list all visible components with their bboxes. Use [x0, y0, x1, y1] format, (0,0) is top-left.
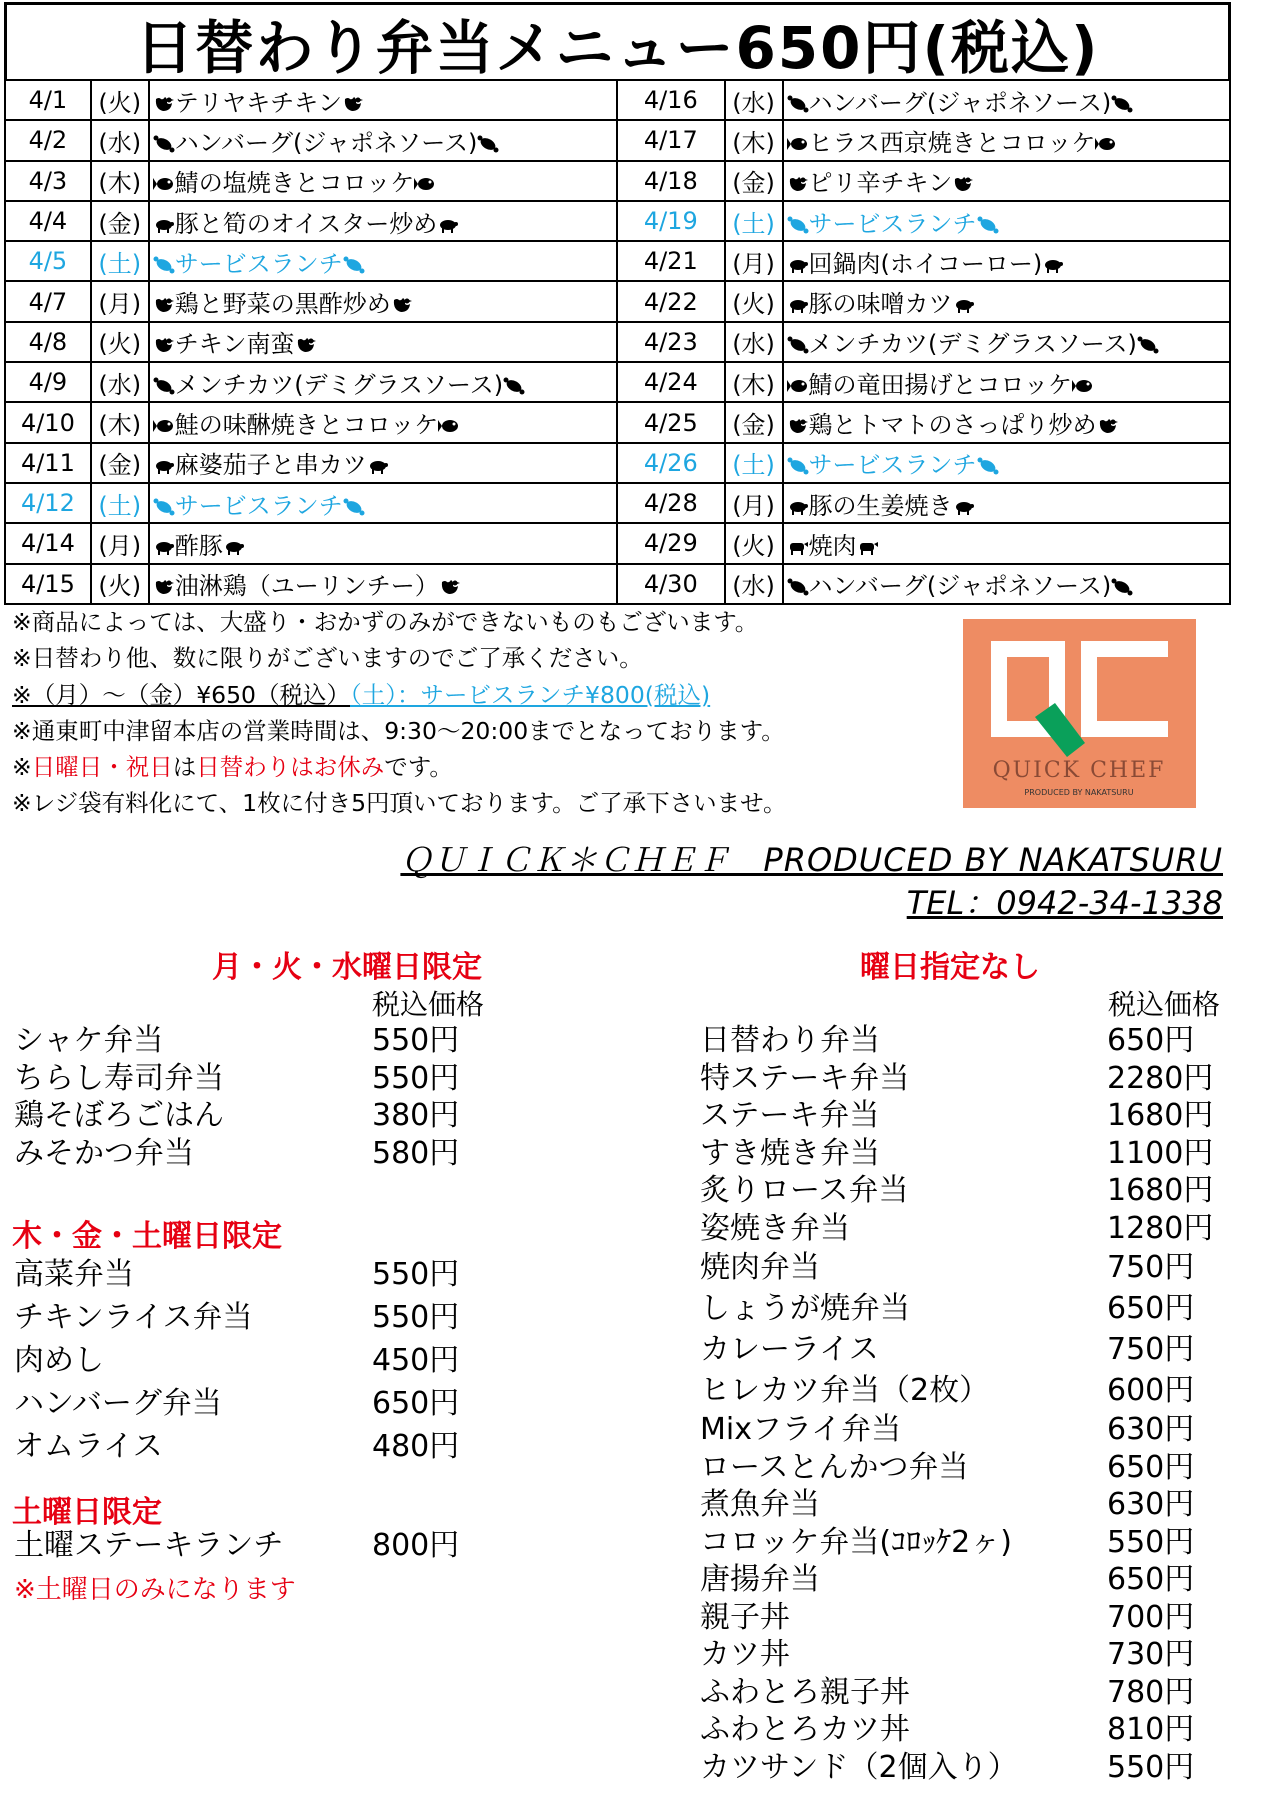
schedule-menu-text: 鯖の竜田揚げとコロッケ — [808, 370, 1073, 399]
menu-item-price: 750円 — [1107, 1250, 1195, 1285]
schedule-row — [5, 161, 1230, 201]
pig-icon — [787, 296, 809, 314]
schedule-day: (土) — [725, 201, 783, 241]
menu-item — [14, 1022, 459, 1060]
schedule-day: (土) — [725, 443, 783, 483]
schedule-menu-text: ハンバーグ(ジャポネソース) — [174, 128, 478, 157]
schedule-date: 4/28 — [617, 483, 725, 523]
note-3 — [12, 677, 972, 713]
meat-icon — [787, 216, 809, 234]
schedule-menu-text: テリヤキチキン — [174, 88, 343, 117]
sat-list — [14, 1527, 459, 1565]
fish-icon — [1072, 377, 1094, 395]
schedule-date: 4/16 — [617, 80, 725, 120]
qc-logo-icon — [963, 619, 1196, 808]
schedule-day: (木) — [91, 402, 149, 442]
schedule-menu — [149, 483, 617, 523]
menu-item-name: コロッケ弁当(ｺﾛｯｹ2ヶ) — [700, 1524, 1012, 1560]
menu-item-name: オムライス — [14, 1429, 163, 1464]
sat-note: ※土曜日のみになります — [14, 1575, 296, 1605]
menu-item-price: 650円 — [1107, 1449, 1195, 1485]
menu-item-price: 730円 — [1107, 1637, 1195, 1672]
schedule-date: 4/10 — [5, 402, 91, 442]
schedule-day: (金) — [725, 402, 783, 442]
pig-icon — [223, 538, 245, 556]
schedule-day: (水) — [725, 80, 783, 120]
menu-item-name: ヒレカツ弁当（2枚） — [700, 1373, 990, 1408]
chicken-icon — [952, 175, 974, 193]
menu-item-name: ちらし寿司弁当 — [14, 1060, 224, 1096]
schedule-menu — [149, 120, 617, 160]
schedule-menu-text: ハンバーグ(ジャポネソース) — [808, 572, 1112, 601]
pig-icon — [153, 216, 175, 234]
menu-item — [700, 1370, 1213, 1411]
page-title: 日替わり弁当メニュー650円(税込) — [135, 13, 1100, 82]
fish-icon — [1095, 135, 1117, 153]
schedule-date: 4/1 — [5, 80, 91, 120]
schedule-row — [5, 201, 1230, 241]
menu-item-name: 鶏そぼろごはん — [14, 1098, 224, 1133]
meat-icon — [503, 377, 525, 395]
thu-sat-list — [14, 1253, 459, 1468]
chicken-icon — [787, 175, 809, 193]
menu-item — [700, 1411, 1213, 1449]
menu-item — [700, 1247, 1213, 1288]
schedule-date: 4/25 — [617, 402, 725, 442]
schedule-day: (水) — [91, 120, 149, 160]
schedule-menu — [783, 241, 1230, 281]
fish-icon — [438, 417, 460, 435]
schedule-date: 4/12 — [5, 483, 91, 523]
schedule-day: (土) — [91, 483, 149, 523]
chicken-icon — [153, 578, 175, 596]
schedule-menu — [783, 362, 1230, 402]
menu-item — [700, 1449, 1213, 1487]
schedule-menu — [149, 443, 617, 483]
schedule-date: 4/11 — [5, 443, 91, 483]
schedule-menu — [149, 241, 617, 281]
menu-item — [14, 1253, 459, 1296]
menu-item — [14, 1382, 459, 1425]
title-box — [4, 2, 1231, 80]
schedule-row — [5, 281, 1230, 321]
schedule-menu — [149, 402, 617, 442]
mon-wed-title: 月・火・水曜日限定 — [212, 950, 482, 985]
menu-item-price: 550円 — [372, 1023, 460, 1058]
menu-item — [14, 1060, 459, 1098]
menu-item-price: 450円 — [372, 1343, 460, 1378]
schedule-day: (火) — [91, 80, 149, 120]
cow-icon — [787, 538, 809, 556]
menu-item-name: カツサンド（2個入り） — [700, 1749, 1018, 1785]
menu-item-price: 550円 — [1107, 1524, 1195, 1560]
meat-icon — [153, 256, 175, 274]
schedule-menu — [783, 402, 1230, 442]
menu-item-price: 650円 — [1107, 1023, 1195, 1058]
any-day-price-header: 税込価格 — [1108, 988, 1221, 1021]
schedule-menu-text: 鶏と野菜の黒酢炒め — [174, 290, 391, 319]
brand-line: ＱＵＩＣＫ＊ＣＨＥＦ PRODUCED BY NAKATSURU — [400, 841, 1223, 879]
schedule-date: 4/14 — [5, 523, 91, 563]
schedule-menu — [783, 120, 1230, 160]
note-6: ※レジ袋有料化にて、1枚に付き5円頂いております。ご了承下さいませ。 — [12, 789, 787, 818]
schedule-menu-text: サービスランチ — [808, 209, 977, 238]
schedule-day: (月) — [725, 241, 783, 281]
menu-item — [700, 1486, 1213, 1524]
fish-icon — [153, 417, 175, 435]
pig-icon — [437, 216, 459, 234]
menu-item-name: Mixフライ弁当 — [700, 1412, 902, 1447]
notes — [12, 604, 972, 822]
schedule-day: (木) — [91, 161, 149, 201]
menu-item-price: 630円 — [1107, 1487, 1195, 1522]
menu-item — [700, 1674, 1213, 1712]
fish-icon — [414, 175, 436, 193]
menu-item — [700, 1135, 1213, 1173]
tel-line: TEL：0942-34-1338 — [906, 884, 1223, 922]
menu-item-name: 炙りロース弁当 — [700, 1173, 909, 1208]
menu-item-price: 1280円 — [1107, 1210, 1214, 1246]
logo-name: QUICK CHEF — [992, 758, 1166, 783]
schedule-menu — [149, 564, 617, 604]
menu-item-price: 650円 — [372, 1386, 460, 1421]
fish-icon — [787, 135, 809, 153]
chicken-icon — [295, 336, 317, 354]
meat-icon — [977, 216, 999, 234]
meat-icon — [153, 135, 175, 153]
schedule-row — [5, 362, 1230, 402]
fish-icon — [153, 175, 175, 193]
menu-item-name: 姿焼き弁当 — [700, 1210, 850, 1246]
pig-icon — [153, 538, 175, 556]
meat-icon — [153, 498, 175, 516]
menu-item-name: 日替わり弁当 — [700, 1023, 880, 1058]
menu-item — [700, 1022, 1213, 1060]
menu-item — [700, 1060, 1213, 1098]
schedule-menu — [783, 523, 1230, 563]
schedule-menu-text: 鶏とトマトのさっぱり炒め — [808, 411, 1097, 440]
schedule-menu-text: ハンバーグ(ジャポネソース) — [808, 88, 1112, 117]
meat-icon — [153, 377, 175, 395]
schedule-menu-text: 鯖の塩焼きとコロッケ — [174, 169, 415, 198]
menu-item — [14, 1296, 459, 1339]
sat-title: 土曜日限定 — [12, 1495, 162, 1530]
schedule-menu — [783, 161, 1230, 201]
meat-icon — [1137, 336, 1159, 354]
schedule-menu — [783, 322, 1230, 362]
schedule-menu-text: メンチカツ(デミグラスソース) — [174, 370, 504, 399]
chicken-icon — [1097, 417, 1119, 435]
schedule-row — [5, 241, 1230, 281]
note-3-weekday: ※（月）～（金）¥650（税込） — [12, 680, 350, 709]
note-5-holiday: 日曜日・祝日 — [31, 753, 173, 782]
schedule-menu-text: サービスランチ — [808, 451, 977, 480]
chicken-icon — [391, 296, 413, 314]
pig-icon — [367, 457, 389, 475]
schedule-day: (木) — [725, 362, 783, 402]
thu-sat-title: 木・金・土曜日限定 — [12, 1219, 282, 1254]
schedule-day: (水) — [91, 362, 149, 402]
schedule-row — [5, 80, 1230, 120]
schedule-menu — [783, 483, 1230, 523]
any-day-list — [700, 1022, 1213, 1786]
menu-item-price: 750円 — [1107, 1332, 1195, 1367]
menu-item-name: シャケ弁当 — [14, 1023, 164, 1058]
menu-item-price: 480円 — [372, 1429, 460, 1464]
menu-item-price: 2280円 — [1107, 1060, 1214, 1096]
meat-icon — [1111, 578, 1133, 596]
schedule-menu-text: 鮭の味醂焼きとコロッケ — [174, 411, 439, 440]
menu-item-name: 焼肉弁当 — [700, 1250, 820, 1285]
schedule-date: 4/29 — [617, 523, 725, 563]
chicken-icon — [153, 336, 175, 354]
schedule-date: 4/9 — [5, 362, 91, 402]
menu-item — [700, 1749, 1213, 1787]
menu-item-name: みそかつ弁当 — [14, 1135, 194, 1171]
schedule-date: 4/23 — [617, 322, 725, 362]
menu-item-name: ロースとんかつ弁当 — [700, 1449, 969, 1485]
menu-item — [700, 1636, 1213, 1674]
schedule-menu-text: ヒラス西京焼きとコロッケ — [808, 128, 1096, 157]
note-5: ※日曜日・祝日は日替わりはお休みです。 — [12, 753, 453, 782]
menu-item — [14, 1425, 459, 1468]
schedule-date: 4/5 — [5, 241, 91, 281]
menu-item-name: 土曜ステーキランチ — [14, 1528, 284, 1563]
menu-item-price: 600円 — [1107, 1373, 1195, 1408]
schedule-menu — [149, 80, 617, 120]
menu-item — [700, 1288, 1213, 1329]
menu-item-price: 1680円 — [1107, 1098, 1214, 1133]
menu-item-name: ステーキ弁当 — [700, 1098, 880, 1133]
meat-icon — [787, 457, 809, 475]
pig-icon — [787, 498, 809, 516]
schedule-menu — [149, 322, 617, 362]
menu-item-price: 550円 — [1107, 1749, 1195, 1785]
note-4: ※通東町中津留本店の営業時間は、9:30～20:00までとなっております。 — [12, 716, 785, 745]
schedule-menu-text: サービスランチ — [174, 491, 343, 520]
schedule-date: 4/22 — [617, 281, 725, 321]
menu-item-name: 肉めし — [14, 1343, 104, 1378]
schedule-date: 4/30 — [617, 564, 725, 604]
note-2: ※日替わり他、数に限りがございますのでご了承ください。 — [12, 644, 643, 673]
menu-item — [700, 1599, 1213, 1637]
pig-icon — [1042, 256, 1064, 274]
schedule-menu-text: 豚と筍のオイスター炒め — [174, 209, 438, 238]
schedule-menu — [783, 564, 1230, 604]
schedule-date: 4/24 — [617, 362, 725, 402]
schedule-menu — [149, 161, 617, 201]
menu-item-name: カレーライス — [700, 1332, 879, 1367]
chicken-icon — [439, 578, 461, 596]
menu-item-name: 唐揚弁当 — [700, 1562, 820, 1597]
schedule-menu-text: ピリ辛チキン — [808, 169, 953, 198]
menu-item-name: チキンライス弁当 — [14, 1300, 253, 1335]
schedule-menu — [783, 80, 1230, 120]
schedule-menu — [149, 201, 617, 241]
schedule-date: 4/8 — [5, 322, 91, 362]
schedule-menu-text: 酢豚 — [174, 531, 223, 560]
schedule-day: (金) — [91, 443, 149, 483]
schedule-date: 4/2 — [5, 120, 91, 160]
pig-icon — [953, 498, 975, 516]
schedule-day: (土) — [91, 241, 149, 281]
schedule-row — [5, 120, 1230, 160]
schedule-menu — [783, 201, 1230, 241]
menu-item-name: カツ丼 — [700, 1637, 790, 1672]
schedule-menu — [149, 362, 617, 402]
schedule-menu-text: 回鍋肉(ホイコーロー) — [808, 249, 1043, 278]
pig-icon — [953, 296, 975, 314]
menu-item-name: ふわとろカツ丼 — [700, 1712, 910, 1747]
chicken-icon — [787, 417, 809, 435]
menu-item — [700, 1172, 1213, 1210]
schedule-day: (月) — [725, 483, 783, 523]
note-3-saturday: （土）：サービスランチ¥800(税込) — [350, 680, 711, 709]
menu-item-price: 650円 — [1107, 1562, 1195, 1597]
schedule-row — [5, 322, 1230, 362]
menu-item-price: 550円 — [372, 1257, 460, 1292]
pig-icon — [153, 457, 175, 475]
pig-icon — [787, 256, 809, 274]
meat-icon — [1111, 95, 1133, 113]
menu-item — [700, 1711, 1213, 1749]
menu-item — [700, 1524, 1213, 1562]
menu-item-price: 780円 — [1107, 1674, 1195, 1710]
schedule-date: 4/7 — [5, 281, 91, 321]
mon-wed-list — [14, 1022, 459, 1172]
schedule-menu-text: 焼肉 — [808, 531, 857, 560]
schedule-menu-text: サービスランチ — [174, 249, 343, 278]
schedule-menu-text: メンチカツ(デミグラスソース) — [808, 330, 1137, 359]
fish-icon — [787, 377, 809, 395]
menu-item — [700, 1329, 1213, 1370]
schedule-date: 4/3 — [5, 161, 91, 201]
schedule-menu-text: 豚の味噌カツ — [808, 290, 953, 319]
menu-item — [14, 1527, 459, 1565]
menu-item — [700, 1210, 1213, 1248]
schedule-day: (水) — [725, 564, 783, 604]
schedule-day: (火) — [91, 322, 149, 362]
menu-item-name: 特ステーキ弁当 — [700, 1060, 910, 1096]
menu-item — [14, 1339, 459, 1382]
schedule-day: (水) — [725, 322, 783, 362]
menu-item-name: 煮魚弁当 — [700, 1487, 820, 1522]
schedule-row — [5, 483, 1230, 523]
meat-icon — [787, 95, 809, 113]
menu-item-name: すき焼き弁当 — [700, 1135, 880, 1171]
note-5-closed: 日替わりはお休み — [196, 753, 385, 782]
schedule-day: (金) — [91, 201, 149, 241]
menu-item-price: 700円 — [1107, 1599, 1195, 1635]
menu-item-name: ふわとろ親子丼 — [700, 1674, 910, 1710]
chicken-icon — [153, 296, 175, 314]
menu-item — [14, 1135, 459, 1173]
schedule-row — [5, 564, 1230, 604]
menu-item-price: 550円 — [372, 1060, 460, 1096]
menu-item — [700, 1561, 1213, 1599]
schedule-date: 4/15 — [5, 564, 91, 604]
mon-wed-price-header: 税込価格 — [372, 988, 485, 1021]
schedule-date: 4/17 — [617, 120, 725, 160]
schedule-date: 4/26 — [617, 443, 725, 483]
menu-item — [700, 1097, 1213, 1135]
schedule-menu — [783, 281, 1230, 321]
menu-item-price: 380円 — [372, 1098, 460, 1133]
menu-item-price: 800円 — [372, 1528, 460, 1563]
quick-chef-logo — [963, 619, 1196, 808]
schedule-day: (木) — [725, 120, 783, 160]
menu-item-price: 1100円 — [1107, 1135, 1214, 1171]
meat-icon — [343, 256, 365, 274]
meat-icon — [787, 336, 809, 354]
schedule-day: (火) — [91, 564, 149, 604]
menu-item-price: 550円 — [372, 1300, 460, 1335]
schedule-menu-text: 油淋鶏（ユーリンチー） — [174, 572, 439, 601]
schedule-menu — [783, 443, 1230, 483]
any-day-title: 曜日指定なし — [860, 950, 1040, 985]
schedule-menu-text: チキン南蛮 — [174, 330, 295, 359]
menu-item-name: しょうが焼弁当 — [700, 1291, 910, 1326]
menu-item-price: 580円 — [372, 1135, 460, 1171]
menu-item-name: ハンバーグ弁当 — [14, 1386, 222, 1421]
schedule-date: 4/4 — [5, 201, 91, 241]
meat-icon — [477, 135, 499, 153]
schedule-date: 4/18 — [617, 161, 725, 201]
schedule-day: (金) — [725, 161, 783, 201]
menu-item-price: 630円 — [1107, 1412, 1195, 1447]
menu-item-name: 親子丼 — [700, 1599, 790, 1635]
cow-icon — [857, 538, 879, 556]
schedule-menu — [149, 523, 617, 563]
schedule-row — [5, 523, 1230, 563]
schedule-table — [4, 79, 1231, 605]
schedule-menu-text: 豚の生姜焼き — [808, 491, 953, 520]
menu-item-price: 810円 — [1107, 1712, 1195, 1747]
schedule-day: (火) — [725, 523, 783, 563]
schedule-day: (火) — [725, 281, 783, 321]
menu-item-price: 1680円 — [1107, 1173, 1214, 1208]
chicken-icon — [153, 95, 175, 113]
schedule-menu-text: 麻婆茄子と串カツ — [174, 451, 367, 480]
schedule-date: 4/19 — [617, 201, 725, 241]
meat-icon — [343, 498, 365, 516]
logo-sub: PRODUCED BY NAKATSURU — [1024, 788, 1134, 797]
chicken-icon — [342, 95, 364, 113]
note-1: ※商品によっては、大盛り・おかずのみができないものもございます。 — [12, 608, 759, 636]
meat-icon — [977, 457, 999, 475]
menu-item-price: 650円 — [1107, 1291, 1195, 1326]
menu-item — [14, 1097, 459, 1135]
schedule-day: (月) — [91, 281, 149, 321]
schedule-day: (月) — [91, 523, 149, 563]
schedule-date: 4/21 — [617, 241, 725, 281]
menu-item-name: 高菜弁当 — [14, 1257, 134, 1292]
schedule-menu — [149, 281, 617, 321]
schedule-row — [5, 443, 1230, 483]
schedule-row — [5, 402, 1230, 442]
meat-icon — [787, 578, 809, 596]
